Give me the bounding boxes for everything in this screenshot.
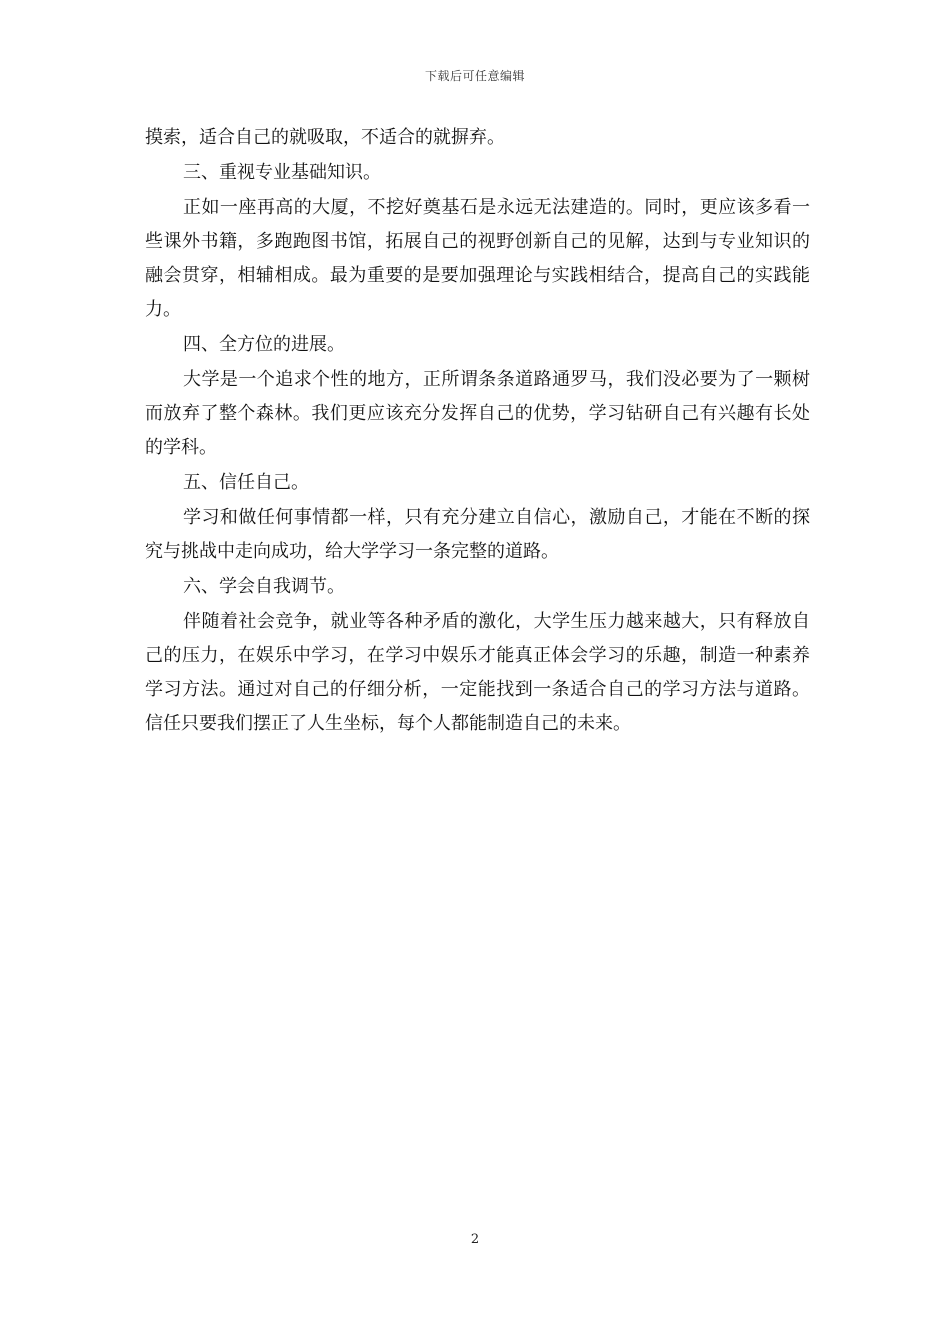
section-heading-4: 四、全方位的进展。 (183, 334, 345, 355)
paragraph-section-6: 伴随着社会竞争，就业等各种矛盾的激化，大学生压力越来越大，只有释放自己的压力，在娱乐中学习，在学习中娱乐才能真正体会学习的乐趣，制造一种素养学习方法。通过对自己的仔细分析，一定能找到一条适合自己的学习方法与道路。信任只要我们摆正了人生坐标，每个人都能制造自己的未来。 (145, 611, 810, 734)
section-heading-6: 六、学会自我调节。 (183, 576, 345, 597)
paragraph-continuation: 摸索，适合自己的就吸取，不适合的就摒弃。 (145, 127, 505, 148)
paragraph-section-5: 学习和做任何事情都一样，只有充分建立自信心，激励自己，才能在不断的探究与挑战中走向成功，给大学学习一条完整的道路。 (145, 507, 810, 562)
section-heading-3: 三、重视专业基础知识。 (183, 162, 381, 183)
section-heading-5: 五、信任自己。 (183, 472, 309, 493)
page-header: 下载后可任意编辑 (424, 69, 525, 83)
document-body (145, 121, 810, 741)
paragraph-section-3: 正如一座再高的大厦，不挖好奠基石是永远无法建造的。同时，更应该多看一些课外书籍，多跑跑图书馆，拓展自己的视野创新自己的见解，达到与专业知识的融会贯穿，相辅相成。最为重要的是要加强理论与实践相结合，提高自己的实践能力。 (145, 197, 810, 320)
page-number: 2 (470, 1232, 480, 1247)
paragraph-section-4: 大学是一个追求个性的地方，正所谓条条道路通罗马，我们没必要为了一颗树而放弃了整个森林。我们更应该充分发挥自己的优势，学习钻研自己有兴趣有长处的学科。 (145, 369, 810, 458)
